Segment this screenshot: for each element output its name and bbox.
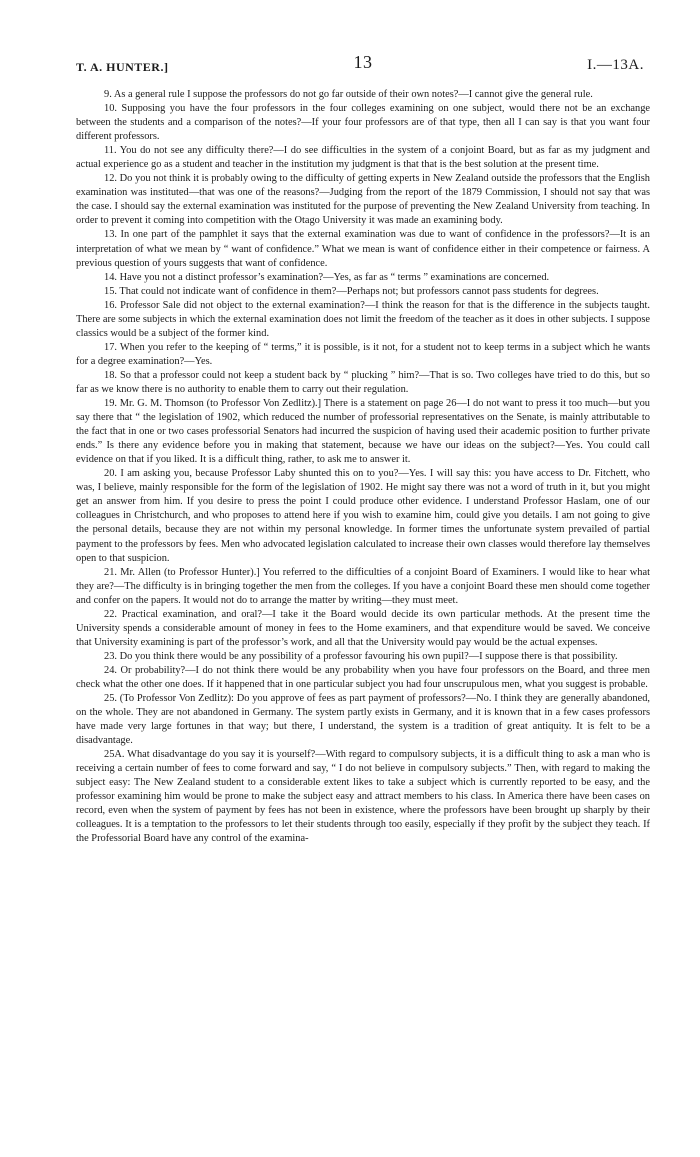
page-body	[76, 88, 650, 847]
paragraph-25a: 25A. What disadvantage do you say it is yourself?—With regard to compulsory subjects, it is a difficult thing to ask a man who is receiving a certain number of fees to come forward and say, “ I do not believe in compulsory subjects.” Then, with regard to making the subject easy: The New Zealand student to a considerable extent likes to take a subject which is currently reported to be easy, and the professor examining him would be prone to make the subject easy and attract members to his class. In America there have been cases on record, even when the system of payment by fees has not been in existence, where the professors have been brought up sharply by their colleagues. It is a temptation to the professors to let their students through too easily, especially if they profit by the subject they teach. If the Professorial Board have any control of the examina-	[76, 749, 650, 845]
witness-name: T. A. HUNTER.]	[76, 60, 169, 74]
paragraph-13: 13. In one part of the pamphlet it says that the external examination was due to want of confidence in the professors?—It is an interpretation of what we mean by “ want of confidence.” What we mean is want of confidence either in their competence or fairness. A previous question of yours suggests that want of confidence.	[76, 229, 650, 269]
paragraph-10: 10. Supposing you have the four professors in the four colleges examining on one subject, would there not be an exchange between the students and a comparison of the notes?—If your four professors are of that type, then all I can say is that you want four different professors.	[76, 103, 650, 143]
paragraph-20: 20. I am asking you, because Professor Laby shunted this on to you?—Yes. I will say this: you have access to Dr. Fitchett, who was, I believe, mainly responsible for the form of the legislation of 1902. He might say there was not a word of truth in it, but you might get an answer from him. If you desire to press the point I could produce other evidence. I understand Professor Haslam, one of our colleagues in Christchurch, and who proposes to attend here if you wish to examine him, could give you details. I am not going to give the personal details, because they are not within my personal knowledge. In former times the unfortunate system prevailed of partial payment to the professors by fees. Men who advocated legislation calculated to increase their own classes would therefore lay themselves open to that suspicion.	[76, 468, 650, 564]
document-reference: I.—13A.	[587, 57, 644, 73]
paragraph-16: 16. Professor Sale did not object to the external examination?—I think the reason for that is the difference in the subjects taught. There are some subjects in which the external examination does not limit the freedom of the teacher as it does in other subjects. I suppose classics would be a subject of the former kind.	[76, 299, 650, 339]
paragraph-25: 25. (To Professor Von Zedlitz): Do you approve of fees as part payment of professors?—No. I think they are generally abandoned, on the whole. They are not abandoned in Germany. The system partly exists in Germany, and it is known that in a few cases professors have made very large fortunes in that way; but there, I understand, the system is a tradition of great antiquity. It is felt to be a disadvantage.	[76, 693, 650, 747]
page-header	[76, 52, 650, 78]
paragraph-14: 14. Have you not a distinct professor’s examination?—Yes, as far as “ terms ” examinations are concerned.	[104, 271, 550, 283]
paragraph-9: 9. As a general rule I suppose the professors do not go far outside of their own notes?—I cannot give the general rule.	[104, 89, 593, 100]
paragraph-12: 12. Do you not think it is probably owing to the difficulty of getting experts in New Zealand outside the professors that the English examination was instituted—that was one of the reasons?—Judging from the report of the 1879 Commission, I should not say that was the case. I should say the external examination was instituted for the purpose of preventing the New Zealand University from teaching. In order to prevent it coming into competition with the Otago University it was made an examining body.	[76, 173, 650, 227]
paragraph-19: 19. Mr. G. M. Thomson (to Professor Von Zedlitz).] There is a statement on page 26—I do not want to press it too much—but you say there that “ the legislation of 1902, which reduced the number of professorial representatives on the Senate, is mainly attributable to the fact that in one or two cases professorial Senators had incurred the suspicion of having used their academic position to further private ends.” Is there any evidence before you in making that statement, because we have our ideas on the subject?—Yes. You could call evidence on that if you liked. It is a difficult thing, rather, to ask me to answer it.	[76, 398, 650, 466]
paragraph-21: 21. Mr. Allen (to Professor Hunter).] You referred to the difficulties of a conjoint Board of Examiners. I would like to hear what they are?—The difficulty is in bringing together the men from the colleges. If you have a conjoint Board these men should come together and confer on the papers. It would not do to arrange the matter by writing—they must meet.	[76, 566, 650, 606]
paragraph-24: 24. Or probability?—I do not think there would be any probability when you have four professors on the Board, and three men check what the other one does. If it happened that in one particular subject you had four unscrupulous men, what you suggest is probable.	[76, 664, 650, 690]
paragraph-17: 17. When you refer to the keeping of “ terms,” it is possible, is it not, for a student not to keep terms in a subject which he wants for a degree examination?—Yes.	[76, 341, 650, 367]
paragraph-15: 15. That could not indicate want of confidence in them?—Perhaps not; but professors cannot pass students for degrees.	[104, 285, 599, 297]
paragraph-23: 23. Do you think there would be any possibility of a professor favouring his own pupil?—I suppose there is that possibility.	[104, 650, 618, 662]
paragraph-22: 22. Practical examination, and oral?—I take it the Board would decide its own particular methods. At the present time the University spends a considerable amount of money in fees to the Home examiners, and that expenditure would be saved. We conceive that University examining is part of the professor’s work, and all that the University would pay would be the actual expenses.	[76, 608, 650, 648]
page-number: 13	[353, 52, 373, 72]
paragraph-18: 18. So that a professor could not keep a student back by “ plucking ” him?—That is so. Two colleges have tried to do this, but so far as we know there is no authority to enable them to carry out their regulation.	[76, 369, 650, 395]
paragraph-11: 11. You do not see any difficulty there?—I do see difficulties in the system of a conjoint Board, but as far as my judgment and actual experience go as a student and teacher in the institution my judgment is that that is the best solution at the present time.	[76, 145, 650, 171]
